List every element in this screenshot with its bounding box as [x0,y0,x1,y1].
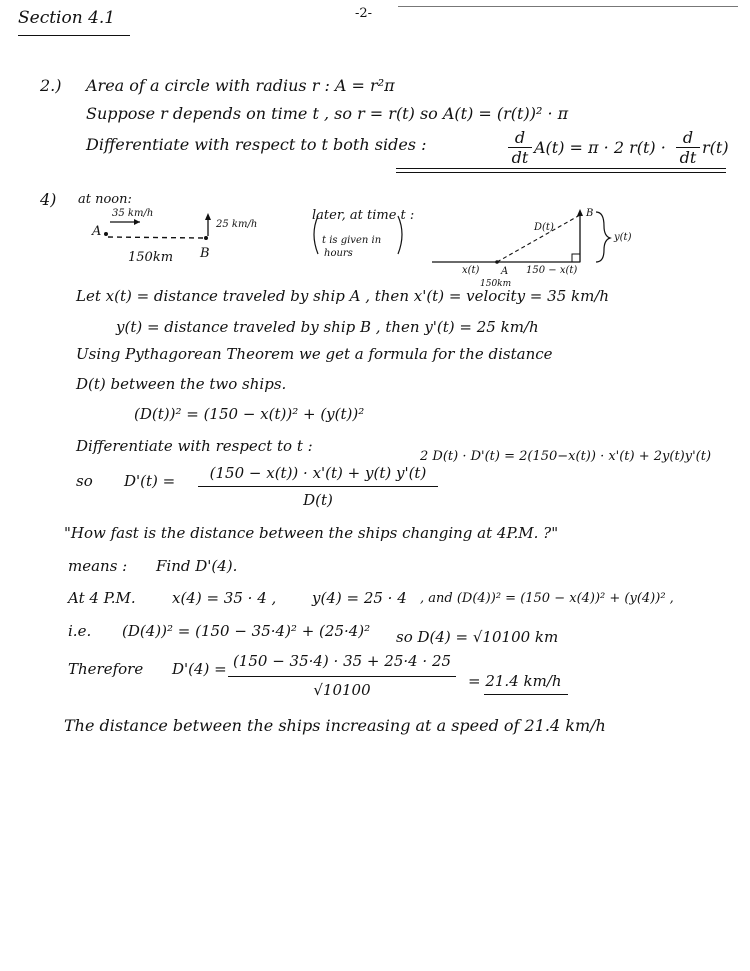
question-text: "How fast is the distance between the ships changing at 4P.M. ?" [64,524,559,542]
pyth-line1: Using Pythagorean Theorem we get a formula for the distance [76,345,553,363]
therefore-result: = 21.4 km/h [468,672,562,690]
problem-4-number: 4) [40,190,57,209]
page-number: -2- [355,6,373,21]
at4-label: At 4 P.M. [68,589,136,607]
at4-x: x(4) = 35 · 4 , [172,589,277,607]
section-title: Section 4.1 [18,8,116,28]
speed-b-label: 25 km/h [216,219,258,230]
therefore-fraction [228,652,456,699]
let-line1: Let x(t) = distance traveled by ship A , then x'(t) = velocity = 35 km/h [76,287,610,305]
problem-2-line1: Area of a circle with radius r : A = r²π [86,76,395,95]
pyth-line2: D(t) between the two ships. [76,375,287,393]
differentiate-text: Differentiate with respect to t : [76,437,313,455]
dprime-numerator: (150 − x(t)) · x'(t) + y(t) y'(t) [209,464,427,482]
noon-distance-label: 150km [128,250,174,265]
ship-a-arrow-head [134,219,140,225]
right-angle-mark [572,254,580,262]
noon-distance-line [108,237,204,238]
d-label: D(t) [534,222,554,233]
dprime-denominator: D(t) [198,486,438,509]
problem-2-line3-text: Differentiate with respect to t both sides : [86,135,427,154]
therefore-lhs: D'(4) = [172,660,227,678]
noon-point-a: A [92,224,102,239]
at-noon-label: at noon: [78,192,132,207]
ie-so: so D(4) = √10100 km [396,628,559,646]
conclusion: The distance between the ships increasing at a speed of 21.4 km/h [64,716,606,735]
at4-and: , and (D(4))² = (150 − x(4))² + (y(4))² , [420,591,674,606]
therefore-denominator: √10100 [228,676,456,699]
ddt-num: d [514,128,526,147]
dprime-lhs: D'(t) = [124,472,176,490]
therefore-numerator: (150 − 35·4) · 35 + 25·4 · 25 [232,652,452,670]
ship-b-arrow-head [205,213,211,220]
later-a-label: A [501,266,509,277]
y-label: y(t) [614,232,632,243]
pythagorean-equation: (D(t))² = (150 − x(t))² + (y(t))² [134,405,365,423]
problem-2-line3-math: A(t) = π · 2 r(t) · [534,138,666,157]
means-label: means : [68,557,128,575]
speed-a-label: 35 km/h [112,208,154,219]
ddt-num-2: d [682,128,694,147]
later-distance-label: 150km [480,279,512,289]
let-line2: y(t) = distance traveled by ship B , then y'(t) = 25 km/h [116,318,539,336]
differentiate-equation: 2 D(t) · D'(t) = 2(150−x(t)) · x'(t) + 2y(t)y'(t) [420,449,712,464]
ie-equation: (D(4))² = (150 − 35·4)² + (25·4)² [122,622,371,640]
later-a-dot [495,260,499,264]
ddt-den-2: dt [676,147,700,167]
therefore-label: Therefore [68,660,144,678]
problem-2-line3-tail: r(t) [702,138,729,157]
x-label: x(t) [462,265,480,276]
noon-point-b: B [200,246,210,261]
ddt-den: dt [508,147,532,167]
ship-b-dot [204,236,208,240]
later-label: later, at time t : [312,208,415,223]
y-brace [596,212,610,262]
so-label: so [76,472,93,490]
problem-2-number: 2.) [40,76,62,95]
problem-2-line2: Suppose r depends on time t , so r = r(t) so A(t) = (r(t))² · π [86,104,569,123]
means-find: Find D'(4). [156,557,238,575]
later-b-arrow-head [577,209,583,216]
t-note-line1: t is given in [322,235,382,246]
ship-a-dot [104,232,108,236]
seg-label: 150 − x(t) [526,265,578,276]
result-underline [484,694,568,695]
at4-y: y(4) = 25 · 4 [312,589,407,607]
dprime-fraction [198,464,438,509]
t-note-line2: hours [324,248,353,259]
later-b-label: B [586,208,594,219]
ie-label: i.e. [68,622,92,640]
